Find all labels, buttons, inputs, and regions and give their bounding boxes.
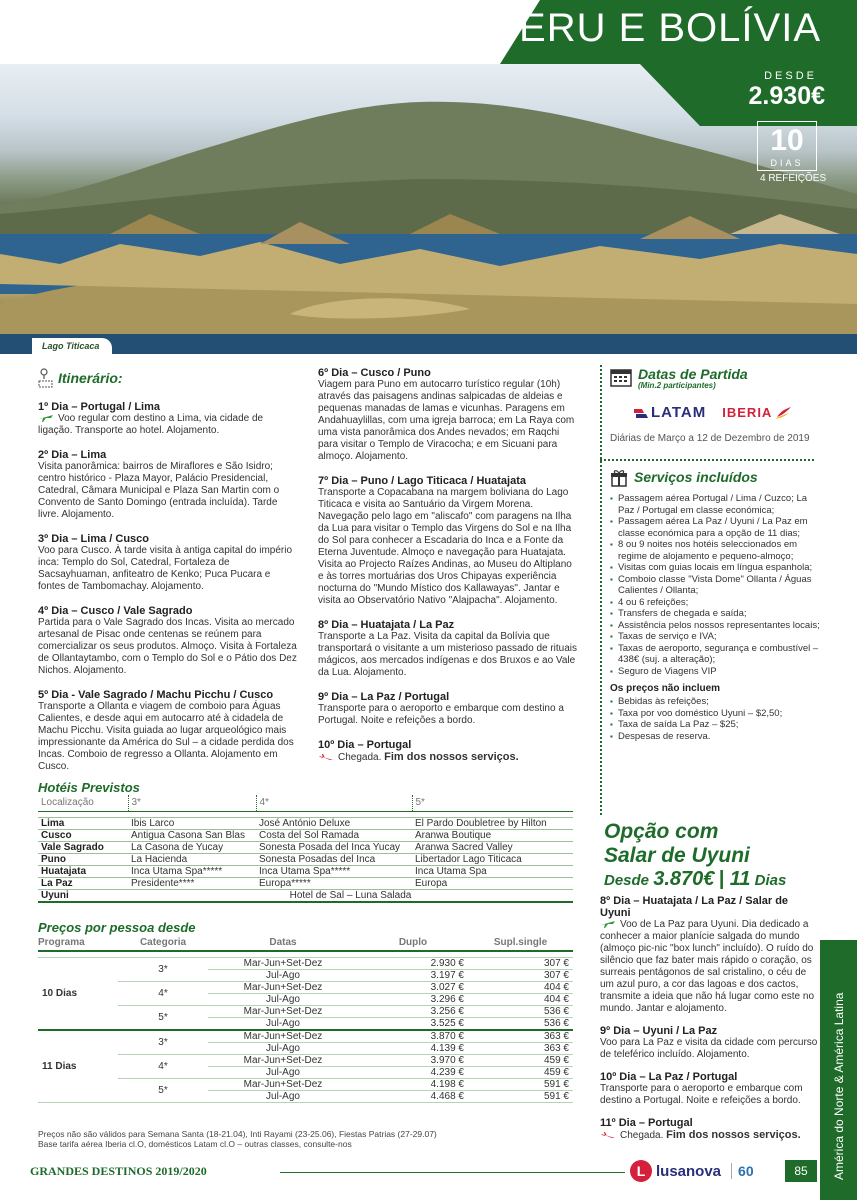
- prices-section: [38, 920, 573, 1103]
- table-row: [38, 1078, 573, 1090]
- desde-label: DESDE: [764, 70, 817, 82]
- day-title: 7º Dia – Puno / Lago Titicaca / Huatajata: [318, 475, 526, 487]
- table-row: [38, 841, 573, 853]
- itinerary-column-1: [38, 367, 298, 773]
- days-badge: [757, 121, 817, 171]
- column-divider: [600, 365, 602, 815]
- table-cell: Inca Utama Spa: [412, 865, 573, 877]
- list-item: ▪ Despesas de reserva.: [610, 731, 824, 743]
- dates-cell: Mar-Jun+Set-Dez: [208, 1054, 358, 1066]
- list-item: ▪ Comboio classe "Vista Dome" Ollanta / Águas Calientes / Ollanta;: [610, 574, 824, 597]
- table-row: [38, 1054, 573, 1066]
- itinerary-day: [318, 739, 578, 764]
- itinerary-day: [318, 475, 578, 607]
- table-header-row: [38, 795, 573, 811]
- double-cell: 4.468 €: [358, 1090, 468, 1102]
- calendar-icon: [610, 367, 632, 387]
- prices-table: [38, 935, 573, 1103]
- sidebar-label: América do Norte & América Latina: [832, 992, 846, 1180]
- list-item: ▪ Seguro de Viagens VIP: [610, 666, 824, 678]
- hotels-heading: Hotéis Previstos: [38, 780, 140, 795]
- table-cell: Puno: [38, 853, 128, 865]
- dates-cell: Jul-Ago: [208, 1042, 358, 1054]
- table-row: [38, 865, 573, 877]
- table-row: [38, 817, 573, 829]
- uyuni-days-word: Dias: [754, 872, 787, 889]
- departures-text: Diárias de Março a 12 de Dezembro de 2019: [610, 433, 810, 444]
- itinerary-day: [38, 401, 298, 437]
- single-cell: 459 €: [468, 1054, 573, 1066]
- double-cell: 3.970 €: [358, 1054, 468, 1066]
- table-cell: Costa del Sol Ramada: [256, 829, 412, 841]
- table-row: [38, 1030, 573, 1043]
- itinerary-day: [600, 1117, 818, 1142]
- airline-logos: [634, 404, 824, 421]
- hero-caption: Lago Titicaca: [32, 338, 112, 354]
- column-header: Categoria: [118, 935, 208, 951]
- dates-cell: Mar-Jun+Set-Dez: [208, 1030, 358, 1043]
- category-cell: 3*: [118, 957, 208, 981]
- services-heading: Serviços incluídos: [634, 469, 758, 485]
- double-cell: 4.239 €: [358, 1066, 468, 1078]
- latam-mark-icon: [634, 407, 648, 419]
- iberia-text: IBERIA: [722, 405, 773, 420]
- day-title: 5º Dia - Vale Sagrado / Machu Picchu / Cusco: [38, 689, 274, 701]
- day-title: 10º Dia – Portugal: [318, 739, 412, 751]
- column-header: Localização: [38, 795, 128, 811]
- list-item: ▪ Transfers de chegada e saída;: [610, 608, 824, 620]
- list-item: ▪ Taxa por voo doméstico Uyuni – $2,50;: [610, 708, 824, 720]
- latam-logo: [634, 404, 706, 421]
- single-cell: 404 €: [468, 981, 573, 993]
- day-text-bold: Fim dos nossos serviços.: [384, 751, 519, 763]
- single-cell: 363 €: [468, 1042, 573, 1054]
- anniversary-mark: 60: [731, 1163, 754, 1179]
- gift-icon: [610, 469, 628, 487]
- table-cell: Hotel de Sal – Luna Salada: [128, 889, 573, 902]
- column-header: Datas: [208, 935, 358, 951]
- table-cell: Cusco: [38, 829, 128, 841]
- column-header: 3*: [128, 795, 256, 811]
- hotels-section: [38, 780, 573, 903]
- iberia-mark-icon: [775, 407, 791, 419]
- table-cell: Antigua Casona San Blas: [128, 829, 256, 841]
- itinerary-day: [318, 619, 578, 679]
- day-text: Voo para La Paz e visita da cidade com percurso de teleférico incluído. Alojamento.: [600, 1037, 818, 1060]
- uyuni-title-1: Opção com: [604, 820, 719, 843]
- day-title: 4º Dia – Cusco / Vale Sagrado: [38, 605, 193, 617]
- double-cell: 3.525 €: [358, 1017, 468, 1030]
- table-cell: Europa: [412, 877, 573, 889]
- uyuni-desde: Desde: [604, 872, 650, 889]
- table-row: [38, 877, 573, 889]
- table-cell: Aranwa Boutique: [412, 829, 573, 841]
- uyuni-days: | 11: [718, 868, 751, 890]
- single-cell: 591 €: [468, 1078, 573, 1090]
- excluded-heading: Os preços não incluem: [610, 683, 721, 694]
- day-text: Transporte a La Paz. Visita da capital da Bolívia que transportará o visitante a um misterioso passado de rituais mágicos, aos mercados indígenas e dos Bruxos e ao Vale da Lua. Alojamento.: [318, 631, 578, 678]
- double-cell: 3.256 €: [358, 1005, 468, 1017]
- table-cell: Inca Utama Spa*****: [128, 865, 256, 877]
- uyuni-option: [600, 820, 818, 1142]
- iberia-logo: [722, 405, 791, 420]
- table-cell: La Casona de Yucay: [128, 841, 256, 853]
- departures-heading: Datas de Partida: [638, 366, 748, 382]
- day-text: Transporte para o aeroporto e embarque com destino a Portugal. Noite e refeições a bordo.: [318, 703, 564, 726]
- day-text: Transporte a Copacabana na margem boliviana do Lago Titicaca e visita ao Santuário da Virgem Morena. Navegação pelo lago em "aliscafo" com paragens na Ilha da Lua para visitar o Templo das Virgens do Sol e na Ilha do Sol para conhecer a Escadaria do Inca e a Fonte da Eterna Juventude. Almoço e navegação para Huatajata. Visita ao Projecto Raízes Andinas, ao Museu do Altiplano e às torres mortuárias dos Uros Chipayas experiência nocturna do "Mundo Místico dos Kallawayas". Jantar e visita ao Observatório Nativo "Alajpacha". Alojamento.: [318, 487, 572, 606]
- day-title: 8º Dia – Huatajata / La Paz: [318, 619, 455, 631]
- category-cell: 3*: [118, 1030, 208, 1055]
- itinerary-day: [600, 895, 818, 1015]
- day-text: Voo de La Paz para Uyuni. Dia dedicado a conhecer a maior planície salgada do mundo (almoço pic-nic "box lunch" incluído). O ruído do silêncio que faz bater mais rápido o coração, os surreais pentágonos de sal cristalino, o céu de um azul puro, a cor das lagoas e dos cactos, transmite a ideia que não há lugar como este no mundo. Jantar e alojamento.: [600, 919, 815, 1014]
- table-cell: Presidente****: [128, 877, 256, 889]
- table-row: [38, 957, 573, 969]
- uyuni-price-line: [600, 868, 818, 891]
- table-cell: Europa*****: [256, 877, 412, 889]
- dates-cell: Mar-Jun+Set-Dez: [208, 957, 358, 969]
- single-cell: 536 €: [468, 1005, 573, 1017]
- dates-cell: Jul-Ago: [208, 969, 358, 981]
- list-item: ▪ 8 ou 9 noites nos hotéis seleccionados em regime de alojamento e pequeno-almoço;: [610, 539, 824, 562]
- uyuni-title-2: Salar de Uyuni: [604, 844, 750, 867]
- category-cell: 4*: [118, 1054, 208, 1078]
- list-item: ▪ Passagem aérea Portugal / Lima / Cuzco; La Paz / Portugal em classe económica;: [610, 493, 824, 516]
- lusanova-logo: [630, 1160, 754, 1182]
- plane-takeoff-icon: [600, 919, 616, 929]
- program-cell: 11 Dias: [38, 1030, 118, 1103]
- itinerary-day: [38, 449, 298, 521]
- page-number: 85: [785, 1160, 817, 1182]
- table-row: [38, 889, 573, 902]
- day-title: 1º Dia – Portugal / Lima: [38, 401, 160, 413]
- category-cell: 4*: [118, 981, 208, 1005]
- column-header: Programa: [38, 935, 118, 951]
- double-cell: 3.027 €: [358, 981, 468, 993]
- dates-cell: Jul-Ago: [208, 1090, 358, 1102]
- table-row: [38, 853, 573, 865]
- dates-cell: Mar-Jun+Set-Dez: [208, 1078, 358, 1090]
- day-title: 6º Dia – Cusco / Puno: [318, 367, 431, 379]
- departures-header: [610, 367, 824, 390]
- day-title: 9º Dia – La Paz / Portugal: [318, 691, 450, 703]
- category-cell: 5*: [118, 1078, 208, 1102]
- table-cell: Sonesta Posadas del Inca: [256, 853, 412, 865]
- table-cell: Libertador Lago Titicaca: [412, 853, 573, 865]
- price-notes: [38, 1129, 578, 1149]
- itinerary-day: [318, 367, 578, 463]
- double-cell: 3.870 €: [358, 1030, 468, 1043]
- list-item: ▪ Visitas com guias locais em língua espanhola;: [610, 562, 824, 574]
- itinerary-column-2: [318, 367, 578, 764]
- table-cell: Inca Utama Spa*****: [256, 865, 412, 877]
- services-list: [610, 493, 824, 677]
- day-text: Chegada.: [620, 1130, 664, 1141]
- dates-cell: Jul-Ago: [208, 1066, 358, 1078]
- single-cell: 363 €: [468, 1030, 573, 1043]
- column-header: Supl.single: [468, 935, 573, 951]
- table-cell: Vale Sagrado: [38, 841, 128, 853]
- dates-cell: Jul-Ago: [208, 993, 358, 1005]
- single-cell: 307 €: [468, 969, 573, 981]
- itinerary-day: [318, 691, 578, 727]
- column-header: 4*: [256, 795, 412, 811]
- table-cell: José António Deluxe: [256, 817, 412, 829]
- single-cell: 591 €: [468, 1090, 573, 1102]
- day-text-wrap: [600, 919, 818, 1015]
- map-pin-icon: [38, 367, 54, 389]
- list-item: ▪ Assistência pelos nossos representantes locais;: [610, 620, 824, 632]
- day-text: Partida para o Vale Sagrado dos Incas. Visita ao mercado artesanal de Pisac onde centenas se reúnem para comercializar os seus produtos. Almoço. Visita à Fortaleza de Ollantaytambo, com o Templo do Sol e o Pátio dos Dez Nichos. Alojamento.: [38, 617, 297, 676]
- dates-cell: Mar-Jun+Set-Dez: [208, 1005, 358, 1017]
- plane-landing-icon: [600, 1130, 616, 1140]
- single-cell: 307 €: [468, 957, 573, 969]
- days-label: DIAS: [770, 158, 804, 168]
- day-text: Transporte para o aeroporto e embarque com destino a Portugal. Noite e refeições a bordo.: [600, 1083, 803, 1106]
- day-text-wrap: [318, 751, 578, 764]
- day-title: 2º Dia – Lima: [38, 449, 107, 461]
- price-value: 2.930€: [748, 82, 825, 110]
- day-text: Transporte a Ollanta e viagem de comboio para Águas Calientes, e desde aqui em autocarro até à cidadela de Machu Picchu. Visita guiada ao lugar arqueológico mais impressionante da América do Sul – a cidade perdida dos Incas. Comboio de regresso a Ollanta. Alojamento em Cusco.: [38, 701, 294, 772]
- logo-text: lusanova: [656, 1162, 722, 1180]
- lusanova-mark-icon: L: [630, 1160, 652, 1182]
- itinerary-day: [38, 605, 298, 677]
- program-cell: 10 Dias: [38, 957, 118, 1030]
- double-cell: 3.296 €: [358, 993, 468, 1005]
- table-cell: La Hacienda: [128, 853, 256, 865]
- table-cell: Aranwa Sacred Valley: [412, 841, 573, 853]
- double-cell: 4.198 €: [358, 1078, 468, 1090]
- table-row: [38, 1005, 573, 1017]
- excluded-list: [610, 696, 824, 742]
- services-header: [610, 469, 824, 487]
- latam-text: LATAM: [651, 404, 707, 421]
- meals-label: 4 REFEIÇÕES: [760, 173, 827, 184]
- info-column: [610, 367, 824, 742]
- footer-title: GRANDES DESTINOS 2019/2020: [30, 1164, 207, 1178]
- days-number: 10: [770, 124, 804, 157]
- column-header: 5*: [412, 795, 573, 811]
- table-cell: Lima: [38, 817, 128, 829]
- day-text: Chegada.: [338, 752, 382, 763]
- table-cell: Sonesta Posada del Inca Yucay: [256, 841, 412, 853]
- table-cell: Uyuni: [38, 889, 128, 902]
- table-row: [38, 829, 573, 841]
- category-cell: 5*: [118, 1005, 208, 1030]
- note-line: Base tarifa aérea Iberia cl.O, domésticos Latam cl.O – outras classes, consulte-nos: [38, 1139, 352, 1149]
- itinerary-day: [38, 533, 298, 593]
- single-cell: 459 €: [468, 1066, 573, 1078]
- day-title: 10º Dia – La Paz / Portugal: [600, 1071, 738, 1083]
- itinerary-day: [38, 689, 298, 773]
- itinerary-header: [38, 367, 298, 389]
- column-header: Duplo: [358, 935, 468, 951]
- list-item: ▪ Bebidas às refeições;: [610, 696, 824, 708]
- footer-rule: [280, 1172, 625, 1173]
- day-text: Viagem para Puno em autocarro turístico regular (10h) através das paisagens andinas salpicadas de aldeias e pequenas manadas de lamas e vicunhas. Paragens em Andahuaylillas, com uma igreja barroca; em La Raya com uma vista panorâmica dos Andes nevados; em Raqchi para visitar o Templo de Viracocha; e em Sicuani para almoço. Alojamento.: [318, 379, 575, 462]
- day-title: 3º Dia – Lima / Cusco: [38, 533, 149, 545]
- day-text: Visita panorâmica: bairros de Miraflores e São Isidro; centro histórico - Plaza Mayor, Palácio Presidencial, Catedral, Câmara Municipal e Plaza San Martin com o Convento de Santo Domingo (entrada incluída). Tarde livre. Alojamento.: [38, 461, 280, 520]
- reed-islands: [0, 194, 857, 354]
- table-cell: El Pardo Doubletree by Hilton: [412, 817, 573, 829]
- list-item: ▪ 4 ou 6 refeições;: [610, 597, 824, 609]
- plane-takeoff-icon: [38, 413, 54, 423]
- single-cell: 536 €: [468, 1017, 573, 1030]
- dates-cell: Mar-Jun+Set-Dez: [208, 981, 358, 993]
- table-cell: Ibis Larco: [128, 817, 256, 829]
- itinerary-day: [600, 1071, 818, 1107]
- table-cell: Huatajata: [38, 865, 128, 877]
- prices-heading: Preços por pessoa desde: [38, 920, 196, 935]
- day-text: Voo regular com destino a Lima, via cidade de ligação. Transporte ao hotel. Alojamento.: [38, 413, 264, 436]
- day-text: Voo para Cusco. À tarde visita à antiga capital do império inca: Templo do Sol, Catedral, Fortaleza de Sacsayhuaman, anfiteatro de Kenko; Puca Pucara e fontes de Tambomachay. Alojamento.: [38, 545, 293, 592]
- double-cell: 4.139 €: [358, 1042, 468, 1054]
- day-text-wrap: [38, 413, 298, 437]
- table-cell: La Paz: [38, 877, 128, 889]
- departures-subheading: (Min.2 participantes): [638, 381, 716, 390]
- day-title: 9º Dia – Uyuni / La Paz: [600, 1025, 718, 1037]
- divider: [600, 459, 814, 461]
- single-cell: 404 €: [468, 993, 573, 1005]
- day-text-bold: Fim dos nossos serviços.: [666, 1129, 801, 1141]
- plane-landing-icon: [318, 752, 334, 762]
- day-title: 11º Dia – Portugal: [600, 1117, 693, 1129]
- day-title: 8º Dia – Huatajata / La Paz / Salar de Uyuni: [600, 895, 789, 919]
- note-line: Preços não são válidos para Semana Santa (18-21.04), Inti Rayami (23-25.06), Fiestas Patrias (27-29.07): [38, 1129, 437, 1139]
- page-title: PERU E BOLÍVIA: [491, 6, 821, 50]
- itinerary-day: [600, 1025, 818, 1061]
- list-item: ▪ Taxa de saída La Paz – $25;: [610, 719, 824, 731]
- uyuni-price: 3.870€: [653, 868, 715, 890]
- list-item: ▪ Taxas de aeroporto, segurança e combustível – 438€ (suj. a alteração);: [610, 643, 824, 666]
- double-cell: 3.197 €: [358, 969, 468, 981]
- hotels-table: [38, 795, 573, 903]
- table-row: [38, 981, 573, 993]
- list-item: ▪ Taxas de serviço e IVA;: [610, 631, 824, 643]
- dates-cell: Jul-Ago: [208, 1017, 358, 1030]
- itinerary-heading: Itinerário:: [58, 370, 123, 386]
- day-text-wrap: [600, 1129, 818, 1142]
- list-item: ▪ Passagem aérea La Paz / Uyuni / La Paz em classe económica para a opção de 11 dias;: [610, 516, 824, 539]
- table-header-row: [38, 935, 573, 951]
- double-cell: 2.930 €: [358, 957, 468, 969]
